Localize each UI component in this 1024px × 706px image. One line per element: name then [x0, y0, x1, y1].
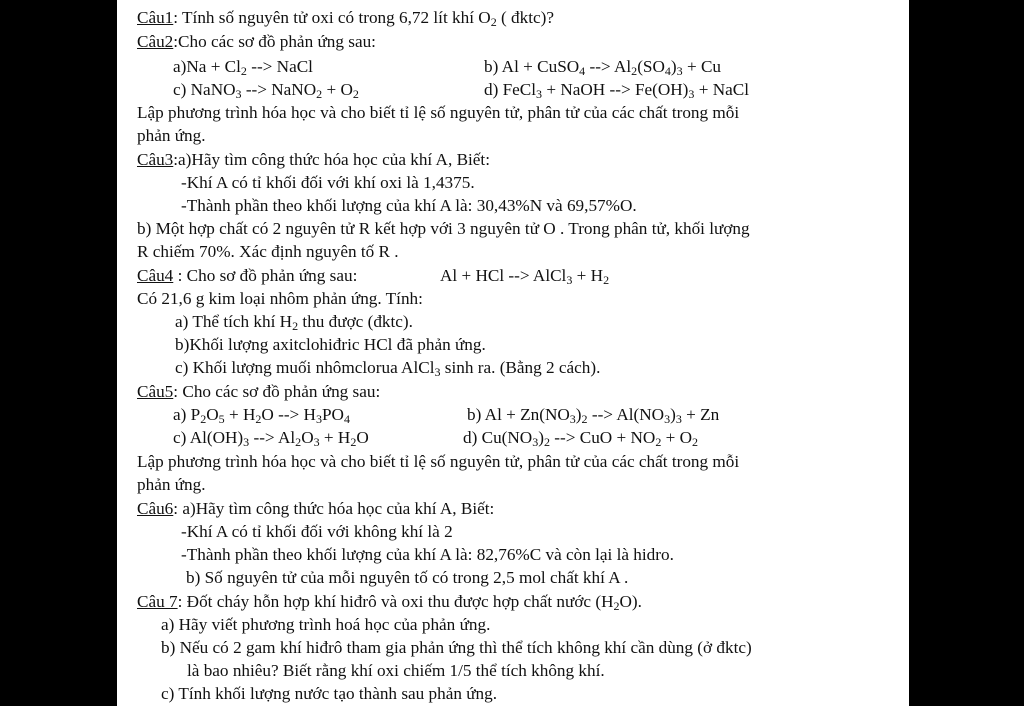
question-4-given: Có 21,6 g kim loại nhôm phản ứng. Tính:: [137, 289, 423, 308]
question-4-label: Câu4: [137, 266, 174, 285]
question-3-label: Câu3: [137, 150, 174, 169]
question-5-instruction-cont: phản ứng.: [137, 475, 206, 494]
question-5-label: Câu5: [137, 382, 174, 401]
question-4-part-c: c) Khối lượng muối nhômclorua AlCl$_3$ sinh ra. (Bằng 2 cách).: [175, 358, 601, 379]
question-1-label: Câu1: [137, 8, 174, 27]
question-2-reaction-c: c) NaNO$_3$ --> NaNO$_2$ + $O_2$: [173, 80, 359, 101]
question-1-tail: ( đktc)?: [496, 8, 554, 27]
question-7: Câu 7: Đốt cháy hỗn hợp khí hiđrô và oxi thu được hợp chất nước $(H_2O)$.: [137, 592, 642, 613]
question-6-condition-2: -Thành phần theo khối lượng của khí A là: 82,76%C và còn lại là hidro.: [181, 545, 674, 564]
question-4-part-a: a) Thể tích khí $H_2$ thu được (đktc).: [175, 312, 413, 333]
question-2: [137, 30, 376, 53]
question-7-intro: : Đốt cháy hỗn hợp khí hiđrô và oxi thu được hợp chất nước (H: [177, 592, 614, 611]
question-5-intro: : Cho các sơ đồ phản ứng sau:: [173, 382, 381, 401]
question-3-condition-1: -Khí A có tỉ khối đối với khí oxi là 1,4375.: [181, 173, 475, 192]
question-3-part-b: b) Một hợp chất có 2 nguyên tử R kết hợp với 3 nguyên tử O . Trong phân tử, khối lượng: [137, 219, 750, 238]
question-5-reaction-d: d) $Cu(NO_3)_2$ --> CuO + $NO_2 + O_2$: [463, 428, 699, 449]
question-6: [137, 497, 494, 520]
question-3: [137, 148, 490, 171]
question-1-subscript: 2: [490, 15, 497, 29]
question-5: [137, 380, 380, 403]
question-1: [137, 6, 554, 29]
question-5-reaction-a: a) $P_2O_5 + H_2O$ --> $H_3PO_4$: [173, 405, 350, 426]
question-5-reaction-b: b) $Al + Zn(NO_3)_2$ --> $Al(NO_3)_3 + Zn$: [467, 405, 720, 426]
question-2-reaction-b: b) Al + CuSO$_4$ --> $Al_2(SO_4)_3 + Cu$: [484, 57, 722, 78]
question-7-part-b: b) Nếu có 2 gam khí hiđrô tham gia phản ứng thì thể tích không khí cần dùng (ở đktc): [161, 638, 752, 657]
question-2-label: Câu2: [137, 32, 174, 51]
question-5-reaction-c: c) $Al(OH)_3$ --> $Al_2O_3 + H_2O$: [173, 428, 369, 449]
question-4: [137, 264, 357, 287]
question-7-part-b-cont: là bao nhiêu? Biết rằng khí oxi chiếm 1/5 thể tích không khí.: [187, 661, 605, 680]
question-4-intro: : Cho sơ đồ phản ứng sau:: [173, 266, 358, 285]
question-6-label: Câu6: [137, 499, 174, 518]
question-4-reaction: Al + HCl --> AlCl$_3$ + $H_2$: [440, 266, 610, 287]
question-6-condition-1: -Khí A có tỉ khối đối với không khí là 2: [181, 522, 453, 541]
question-2-instruction: Lập phương trình hóa học và cho biết tỉ lệ số nguyên tử, phân tử của các chất trong mỗi: [137, 103, 740, 122]
question-6-intro: : a)Hãy tìm công thức hóa học của khí A, Biết:: [173, 499, 495, 518]
question-1-text: : Tính số nguyên tử oxi có trong 6,72 lít khí O: [173, 8, 491, 27]
question-4-part-b: b)Khối lượng axitclohiđric HCl đã phản ứng.: [175, 335, 486, 354]
question-6-part-b: b) Số nguyên tử của mỗi nguyên tố có trong 2,5 mol chất khí A .: [186, 568, 629, 587]
question-2-reaction-d: d) FeCl$_3$ + NaOH --> $Fe(OH)_3$ + NaCl: [484, 80, 750, 101]
question-5-instruction: Lập phương trình hóa học và cho biết tỉ lệ số nguyên tử, phân tử của các chất trong mỗi: [137, 452, 740, 471]
document-page: [117, 0, 909, 706]
question-2-instruction-cont: phản ứng.: [137, 126, 206, 145]
question-7-part-c: c) Tính khối lượng nước tạo thành sau phản ứng.: [161, 684, 498, 703]
question-3-intro: :a)Hãy tìm công thức hóa học của khí A, Biết:: [173, 150, 490, 169]
question-7-part-a: a) Hãy viết phương trình hoá học của phản ứng.: [161, 615, 491, 634]
question-3-condition-2: -Thành phần theo khối lượng của khí A là: 30,43%N và 69,57%O.: [181, 196, 637, 215]
question-7-label: Câu 7: [137, 592, 178, 611]
question-2-intro: :Cho các sơ đồ phản ứng sau:: [173, 32, 376, 51]
question-3-part-b-cont: R chiếm 70%. Xác định nguyên tố R .: [137, 242, 399, 261]
question-2-reaction-a: $a)Na + Cl_2$ --> NaCl: [173, 57, 313, 78]
